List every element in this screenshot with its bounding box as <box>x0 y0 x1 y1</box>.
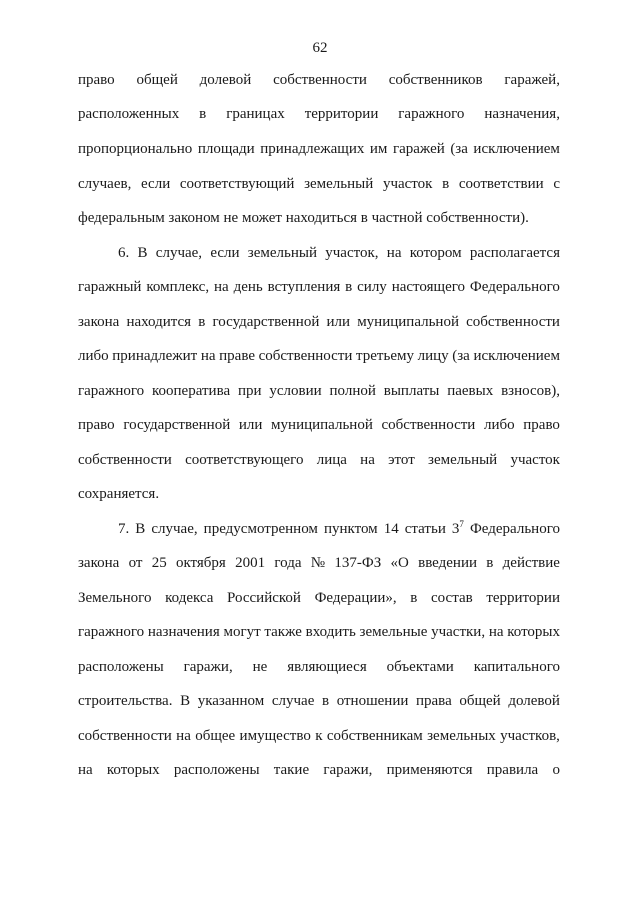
word: (за <box>450 141 468 157</box>
word: предусмотренном <box>203 521 318 537</box>
word: № <box>310 555 326 571</box>
text-line-3 <box>78 140 560 158</box>
word: пропорционально <box>78 141 193 157</box>
article-number-base: 3 <box>451 521 460 537</box>
page-number: 62 <box>312 40 328 56</box>
word: Федерального <box>469 279 560 295</box>
word: 137-ФЗ <box>334 555 382 571</box>
word: на <box>200 348 216 364</box>
word: собственности <box>258 348 353 364</box>
word: гаражи, <box>323 762 373 778</box>
word: расположенных <box>78 106 180 122</box>
word: праве <box>219 348 255 364</box>
word: паевых <box>447 383 494 399</box>
word: выплаты <box>383 383 440 399</box>
word: правила <box>486 762 539 778</box>
word: на <box>386 245 402 261</box>
word: участок, <box>325 245 379 261</box>
word: в <box>322 693 330 709</box>
word: третьему <box>356 348 414 364</box>
word: располагается <box>469 245 560 261</box>
word: кодекса <box>165 590 214 606</box>
word: принадлежащих <box>260 141 365 157</box>
word: «О <box>390 555 409 571</box>
text-line-20 <box>78 727 560 745</box>
word: гаражей <box>392 141 445 157</box>
word: лица <box>316 452 347 468</box>
text-line-2 <box>78 105 560 123</box>
text-line-1 <box>78 71 560 89</box>
word: государственной <box>123 417 231 433</box>
word: площади <box>197 141 255 157</box>
text-line-11 <box>78 416 560 434</box>
word: котором <box>409 245 462 261</box>
word: строительства. <box>78 693 173 709</box>
word: право <box>78 72 115 88</box>
word: на <box>78 762 93 778</box>
text-line-9 <box>78 347 560 365</box>
word: о <box>552 762 560 778</box>
word: могут <box>223 624 261 640</box>
word: собственников <box>388 72 483 88</box>
word: земельный <box>304 176 374 192</box>
word: гаражей, <box>504 72 560 88</box>
word: капитального <box>473 659 560 675</box>
word: введении <box>418 555 478 571</box>
word: гаражного <box>78 383 145 399</box>
word: соответствии <box>458 176 544 192</box>
word: В <box>135 521 146 537</box>
word: собственности <box>78 452 172 468</box>
word: собственности <box>466 314 560 330</box>
word: гаражный <box>78 279 142 295</box>
word: случае, <box>151 521 198 537</box>
word: на <box>488 624 504 640</box>
word: участок <box>510 452 560 468</box>
word: исключением <box>473 348 560 364</box>
word: земельные <box>359 624 428 640</box>
word: участков, <box>500 728 560 744</box>
word: собственникам <box>326 728 423 744</box>
word: государственной <box>212 314 320 330</box>
word: день <box>233 279 263 295</box>
word: являющиеся <box>287 659 367 675</box>
word: в <box>345 279 353 295</box>
word: исключением <box>473 141 560 157</box>
word: (за <box>452 348 470 364</box>
word: права <box>416 693 452 709</box>
word: им <box>369 141 388 157</box>
word: если <box>141 176 171 192</box>
word: которых <box>507 624 560 640</box>
word: собственности <box>273 72 367 88</box>
word: участки, <box>431 624 486 640</box>
word: в <box>486 555 494 571</box>
word: либо <box>78 348 109 364</box>
word: на <box>176 728 191 744</box>
word: случае <box>271 693 315 709</box>
word: либо <box>483 417 515 433</box>
text-line-8 <box>78 313 560 331</box>
word: в <box>199 106 207 122</box>
word: земельный <box>428 452 498 468</box>
word: также <box>264 624 302 640</box>
word: вступления <box>267 279 341 295</box>
word: взносов), <box>501 383 560 399</box>
word: право <box>523 417 560 433</box>
word: общей <box>136 72 178 88</box>
word: или <box>326 314 351 330</box>
word: принадлежит <box>112 348 198 364</box>
word: закона <box>78 555 120 571</box>
word: гаражного <box>78 624 145 640</box>
word: отношении <box>336 693 409 709</box>
word: участок <box>382 176 433 192</box>
word: не <box>252 659 268 675</box>
word: входить <box>305 624 356 640</box>
text-line-5: федеральным законом не может находиться в частной собственности). <box>78 210 529 226</box>
text-line-15 <box>78 554 560 572</box>
word: расположены <box>173 762 260 778</box>
word: собственности <box>381 417 476 433</box>
word: этот <box>388 452 415 468</box>
word: В <box>180 693 191 709</box>
word: В <box>137 245 148 261</box>
word: 25 <box>151 555 167 571</box>
word: гаражи, <box>183 659 233 675</box>
word: 14 <box>383 521 399 537</box>
text-line-6 <box>118 244 560 262</box>
word: гаражного <box>398 106 465 122</box>
word: земельный <box>247 245 317 261</box>
word: на <box>360 452 375 468</box>
word: назначения, <box>484 106 560 122</box>
text-line-17 <box>78 623 560 641</box>
word: Российской <box>227 590 301 606</box>
word: расположены <box>78 659 164 675</box>
word: которых <box>106 762 160 778</box>
text-line-7 <box>78 278 560 296</box>
word: Земельного <box>78 590 152 606</box>
word: границах <box>226 106 285 122</box>
text-line-12 <box>78 451 560 469</box>
word: объектами <box>386 659 454 675</box>
word: территории <box>486 590 560 606</box>
word: назначения <box>147 624 220 640</box>
word: общее <box>195 728 236 744</box>
word: 7. <box>118 521 130 537</box>
word: кооператива <box>152 383 231 399</box>
word: 2001 <box>235 555 266 571</box>
word: если <box>210 245 240 261</box>
word: настоящего <box>391 279 466 295</box>
word: Федерации», <box>314 590 397 606</box>
word: муниципальной <box>271 417 373 433</box>
word: лицу <box>417 348 449 364</box>
word: Федерального <box>469 521 560 537</box>
word: долевой <box>508 693 560 709</box>
article-number <box>452 520 464 538</box>
word: имущество <box>239 728 311 744</box>
word: действие <box>502 555 560 571</box>
word: года <box>274 555 302 571</box>
word: применяются <box>386 762 473 778</box>
word: территории <box>304 106 379 122</box>
word: указанном <box>197 693 265 709</box>
word: при <box>237 383 262 399</box>
text-line-4 <box>78 175 560 193</box>
word: состав <box>431 590 473 606</box>
word: с <box>553 176 560 192</box>
word: статьи <box>404 521 446 537</box>
text-line-16 <box>78 589 560 607</box>
word: муниципальной <box>357 314 459 330</box>
word: случае, <box>155 245 203 261</box>
word: силу <box>357 279 387 295</box>
word: собственности <box>78 728 172 744</box>
article-number-superscript: 7 <box>459 519 464 529</box>
text-line-18 <box>78 658 560 676</box>
word: закона <box>78 314 120 330</box>
text-line-13: сохраняется. <box>78 486 160 502</box>
word: соответствующего <box>185 452 304 468</box>
word: соответствующий <box>179 176 295 192</box>
word: или <box>238 417 263 433</box>
word: в <box>410 590 418 606</box>
word: в <box>198 314 206 330</box>
word: пунктом <box>323 521 378 537</box>
word: в <box>442 176 450 192</box>
word: 6. <box>118 245 130 261</box>
word: условии <box>269 383 322 399</box>
word: долевой <box>199 72 252 88</box>
word: октября <box>175 555 226 571</box>
text-line-10 <box>78 382 560 400</box>
word: такие <box>273 762 310 778</box>
word: на <box>213 279 229 295</box>
word: комплекс, <box>146 279 210 295</box>
word: полной <box>329 383 376 399</box>
text-line-21 <box>78 761 560 779</box>
word: случаев, <box>78 176 132 192</box>
word: находится <box>126 314 192 330</box>
word: общей <box>459 693 501 709</box>
word: от <box>128 555 143 571</box>
text-line-19 <box>78 692 560 710</box>
word: земельных <box>427 728 496 744</box>
text-line-14 <box>118 520 560 538</box>
word: право <box>78 417 115 433</box>
word: к <box>315 728 323 744</box>
